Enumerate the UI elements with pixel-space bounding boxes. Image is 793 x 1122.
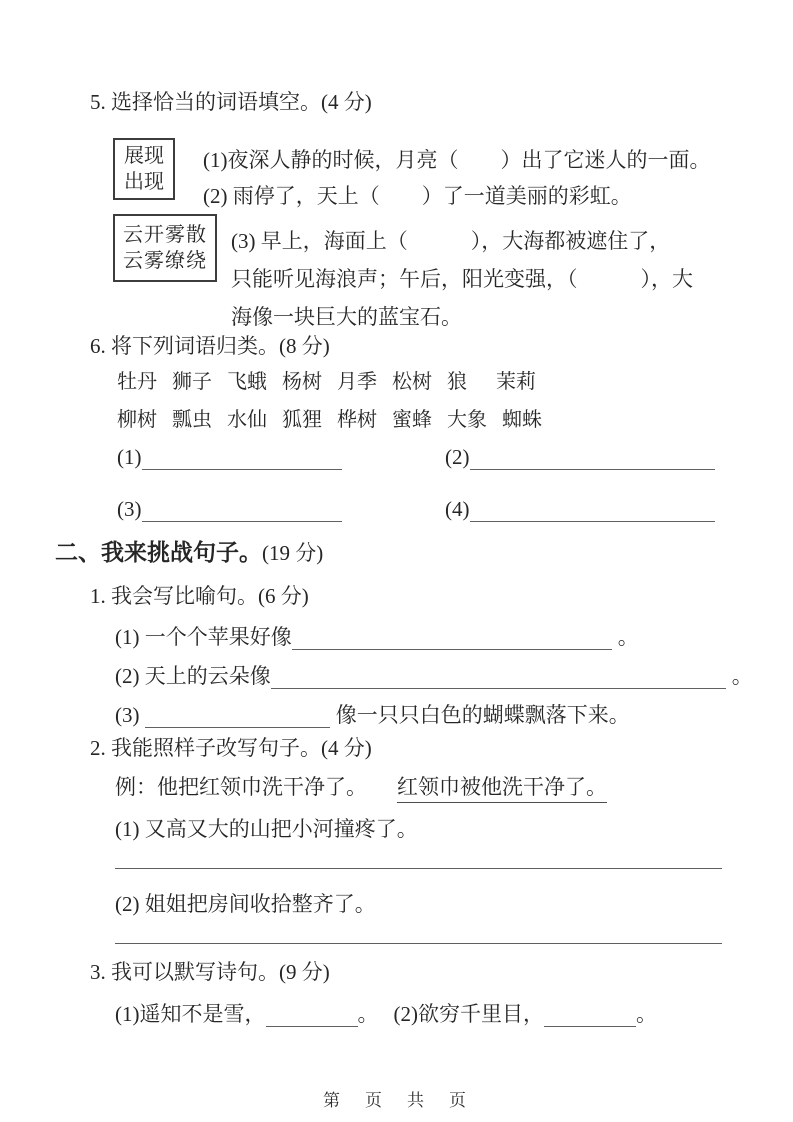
question-2-1-items bbox=[115, 618, 753, 735]
answer-blank bbox=[145, 714, 330, 728]
word: 柳树 bbox=[117, 409, 157, 431]
question-6-title: 6. 将下列词语归类。(8 分) bbox=[90, 334, 330, 358]
question-5-title: 5. 选择恰当的词语填空。(4 分) bbox=[90, 90, 372, 114]
poem-item-1-period: 。 bbox=[357, 1002, 379, 1026]
word: 瓢虫 bbox=[172, 409, 212, 431]
question-2-1 bbox=[90, 580, 753, 735]
poem-item-2-period: 。 bbox=[636, 1002, 657, 1026]
poem-item-2: (2)欲穷千里目， bbox=[393, 1002, 544, 1026]
word: 狮子 bbox=[172, 371, 212, 393]
item-text: (1) 一个个苹果好像 bbox=[115, 625, 292, 649]
word: 狐狸 bbox=[282, 409, 322, 431]
poem-item-1: (1)遥知不是雪， bbox=[115, 1002, 266, 1026]
section-2-heading bbox=[55, 534, 323, 567]
question-2-2-title: 2. 我能照样子改写句子。(4 分) bbox=[90, 736, 372, 760]
item-3-line-1: (3) 早上，海面上（ ），大海都被遮住了， bbox=[231, 229, 671, 253]
word: 飞蛾 bbox=[227, 371, 267, 393]
question-2-3-title: 3. 我可以默写诗句。(9 分) bbox=[90, 960, 330, 984]
section-2-score: (19 分) bbox=[262, 541, 324, 565]
answer-slot-4 bbox=[445, 494, 750, 546]
question-5-group-2 bbox=[113, 222, 750, 336]
word: 桦树 bbox=[337, 409, 377, 431]
item-text: 像一只只白色的蝴蝶飘落下来。 bbox=[335, 703, 630, 727]
answer-write-line bbox=[115, 868, 722, 869]
word-bank-box-1 bbox=[113, 138, 175, 200]
simile-item-3 bbox=[115, 696, 750, 735]
answer-slot-label: (3) bbox=[117, 497, 142, 521]
word-bank-word: 出现 bbox=[124, 171, 164, 193]
word: 茉莉 bbox=[496, 371, 536, 393]
word-bank-word: 展现 bbox=[124, 145, 164, 167]
question-5-item-1: (1)夜深人静的时候，月亮（ ）出了它迷人的一面。 bbox=[203, 148, 711, 172]
word: 水仙 bbox=[227, 409, 267, 431]
word: 狼 bbox=[447, 371, 467, 393]
question-5-item-3 bbox=[231, 222, 693, 336]
item-3-line-3: 海像一块巨大的蓝宝石。 bbox=[231, 305, 462, 329]
example-label: 例：他把红领巾洗干净了。 bbox=[115, 775, 367, 799]
answer-blank bbox=[266, 1013, 358, 1027]
word: 大象 bbox=[447, 409, 487, 431]
answer-slot-1 bbox=[117, 442, 445, 494]
word: 蜘蛛 bbox=[502, 409, 542, 431]
word-list-row-2 bbox=[117, 402, 750, 438]
rewrite-item-1: (1) 又高又大的山把小河撞疼了。 bbox=[115, 817, 418, 841]
item-label: (3) bbox=[115, 703, 140, 727]
example-answer: 红领巾被他洗干净了。 bbox=[397, 775, 607, 803]
word: 月季 bbox=[337, 371, 377, 393]
answer-blank bbox=[271, 675, 726, 689]
answer-slot-2 bbox=[445, 442, 750, 494]
question-5-group-1 bbox=[113, 142, 750, 214]
question-5-item-2: (2) 雨停了，天上（ ）了一道美丽的彩虹。 bbox=[203, 184, 632, 208]
rewrite-item-2: (2) 姐姐把房间收拾整齐了。 bbox=[115, 892, 376, 916]
word: 松树 bbox=[392, 371, 432, 393]
item-period: 。 bbox=[731, 664, 753, 688]
word-bank-word: 云开雾散 bbox=[123, 224, 207, 246]
poem-items bbox=[115, 998, 750, 1030]
word: 蜜蜂 bbox=[392, 409, 432, 431]
word-list-row-1 bbox=[117, 364, 750, 400]
answer-blank bbox=[470, 508, 715, 522]
word-bank-word: 云雾缭绕 bbox=[123, 250, 207, 272]
question-2-2 bbox=[90, 732, 750, 944]
question-5-items bbox=[203, 142, 710, 214]
answer-slot-label: (2) bbox=[445, 445, 470, 469]
item-period: 。 bbox=[617, 625, 639, 649]
classification-blanks bbox=[117, 442, 750, 546]
simile-item-2 bbox=[115, 657, 753, 696]
answer-blank bbox=[142, 456, 342, 470]
question-6 bbox=[90, 330, 750, 546]
word-bank-box-2 bbox=[113, 214, 217, 282]
word: 杨树 bbox=[282, 371, 322, 393]
item-3-line-2: 只能听见海浪声；午后，阳光变强，（ ），大 bbox=[231, 267, 693, 291]
answer-blank bbox=[142, 508, 342, 522]
answer-blank bbox=[292, 636, 612, 650]
page-footer: 第 页 共 页 bbox=[323, 1091, 470, 1110]
simile-item-1 bbox=[115, 618, 750, 657]
question-2-3 bbox=[90, 956, 750, 1030]
item-text: (2) 天上的云朵像 bbox=[115, 664, 271, 688]
answer-blank bbox=[544, 1013, 636, 1027]
word: 牡丹 bbox=[117, 371, 157, 393]
question-2-1-title: 1. 我会写比喻句。(6 分) bbox=[90, 584, 309, 608]
answer-blank bbox=[470, 456, 715, 470]
answer-slot-label: (4) bbox=[445, 497, 470, 521]
example-sentence bbox=[115, 772, 750, 802]
question-5 bbox=[90, 86, 750, 336]
answer-slot-label: (1) bbox=[117, 445, 142, 469]
section-2-heading-text: 二、我来挑战句子。 bbox=[55, 540, 262, 565]
answer-write-line bbox=[115, 943, 722, 944]
